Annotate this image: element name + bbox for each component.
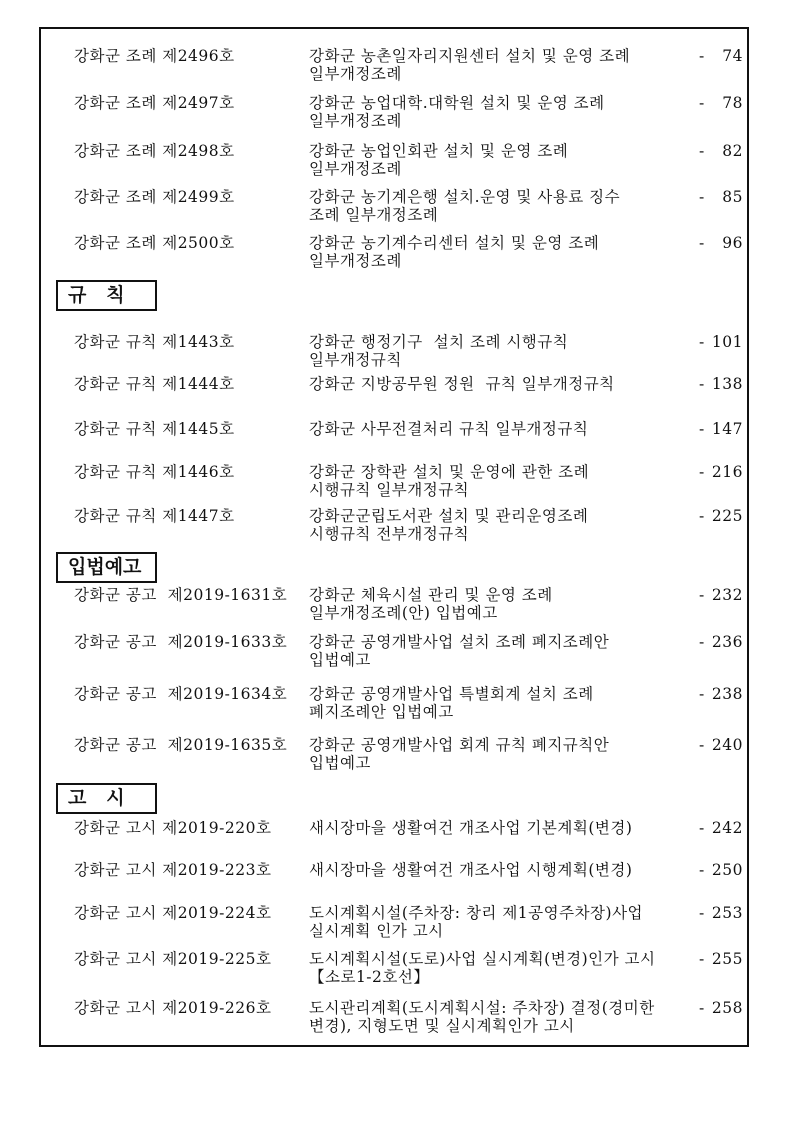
entry-title: 강화군 행정기구 설치 조례 시행규칙 일부개정규칙	[309, 333, 569, 369]
entry-page-number: 250	[711, 861, 743, 879]
entry-title: 강화군 농업대학.대학원 설치 및 운영 조례 일부개정조례	[309, 94, 605, 130]
entry-code: 강화군 고시 제2019-223호	[74, 861, 272, 879]
entry-title: 새시장마을 생활여건 개조사업 시행계획(변경)	[309, 861, 633, 879]
entry-dash: -	[699, 586, 705, 604]
entry-code: 강화군 조례 제2497호	[74, 94, 235, 112]
entry-title: 강화군 사무전결처리 규칙 일부개정규칙	[309, 420, 589, 438]
entry-code: 강화군 공고 제2019-1634호	[74, 685, 288, 703]
table-of-contents-frame	[39, 27, 749, 1047]
entry-code: 강화군 고시 제2019-226호	[74, 999, 272, 1017]
entry-page-number: 253	[711, 904, 743, 922]
entry-dash: -	[699, 142, 705, 160]
entry-dash: -	[699, 234, 705, 252]
entry-dash: -	[699, 633, 705, 651]
entry-code: 강화군 공고 제2019-1633호	[74, 633, 288, 651]
entry-title: 강화군 공영개발사업 특별회계 설치 조례 폐지조례안 입법예고	[309, 685, 594, 721]
entry-dash: -	[699, 819, 705, 837]
entry-code: 강화군 규칙 제1446호	[74, 463, 235, 481]
entry-dash: -	[699, 463, 705, 481]
entry-title: 강화군 농업인회관 설치 및 운영 조례 일부개정조례	[309, 142, 569, 178]
section-header-rules: 규 칙	[56, 280, 157, 311]
entry-code: 강화군 고시 제2019-224호	[74, 904, 272, 922]
entry-title: 강화군군립도서관 설치 및 관리운영조례 시행규칙 전부개정규칙	[309, 507, 589, 543]
entry-page-number: 236	[711, 633, 743, 651]
entry-dash: -	[699, 861, 705, 879]
entry-code: 강화군 고시 제2019-220호	[74, 819, 272, 837]
entry-page-number: 258	[711, 999, 743, 1017]
entry-title: 도시계획시설(도로)사업 실시계획(변경)인가 고시 【소로1-2호선】	[309, 950, 656, 986]
entry-code: 강화군 조례 제2500호	[74, 234, 235, 252]
entry-code: 강화군 공고 제2019-1631호	[74, 586, 288, 604]
entry-title: 강화군 공영개발사업 회계 규칙 폐지규칙안 입법예고	[309, 736, 610, 772]
entry-title: 강화군 체육시설 관리 및 운영 조례 일부개정조례(안) 입법예고	[309, 586, 553, 622]
entry-page-number: 101	[711, 333, 743, 351]
entry-dash: -	[699, 685, 705, 703]
entry-dash: -	[699, 420, 705, 438]
entry-page-number: 225	[711, 507, 743, 525]
entry-page-number: 240	[711, 736, 743, 754]
entry-page-number: 74	[722, 47, 743, 65]
entry-dash: -	[699, 94, 705, 112]
entry-dash: -	[699, 47, 705, 65]
entry-page-number: 238	[711, 685, 743, 703]
entry-dash: -	[699, 333, 705, 351]
entry-code: 강화군 규칙 제1445호	[74, 420, 235, 438]
entry-code: 강화군 규칙 제1443호	[74, 333, 235, 351]
entry-title: 도시관리계획(도시계획시설: 주차장) 결정(경미한 변경), 지형도면 및 실시계획인가 고시	[309, 999, 655, 1035]
entry-dash: -	[699, 736, 705, 754]
entry-dash: -	[699, 188, 705, 206]
entry-code: 강화군 규칙 제1444호	[74, 375, 235, 393]
entry-code: 강화군 공고 제2019-1635호	[74, 736, 288, 754]
section-header-legislative-notice: 입법예고	[56, 552, 157, 583]
entry-dash: -	[699, 375, 705, 393]
entry-title: 강화군 공영개발사업 설치 조례 폐지조례안 입법예고	[309, 633, 610, 669]
entry-dash: -	[699, 999, 705, 1017]
entry-dash: -	[699, 950, 705, 968]
entry-page-number: 138	[711, 375, 743, 393]
entry-title: 도시계획시설(주차장: 창리 제1공영주차장)사업 실시계획 인가 고시	[309, 904, 644, 940]
entry-title: 강화군 지방공무원 정원 규칙 일부개정규칙	[309, 375, 615, 393]
entry-code: 강화군 규칙 제1447호	[74, 507, 235, 525]
entry-dash: -	[699, 904, 705, 922]
entry-page-number: 78	[722, 94, 743, 112]
entry-title: 강화군 농기계수리센터 설치 및 운영 조례 일부개정조례	[309, 234, 600, 270]
entry-page-number: 216	[711, 463, 743, 481]
entry-title: 새시장마을 생활여건 개조사업 기본계획(변경)	[309, 819, 633, 837]
entry-dash: -	[699, 507, 705, 525]
entry-title: 강화군 장학관 설치 및 운영에 관한 조례 시행규칙 일부개정규칙	[309, 463, 590, 499]
entry-code: 강화군 조례 제2498호	[74, 142, 235, 160]
entry-title: 강화군 농기계은행 설치.운영 및 사용료 징수 조례 일부개정조례	[309, 188, 621, 224]
entry-page-number: 85	[722, 188, 743, 206]
entry-page-number: 147	[711, 420, 743, 438]
section-header-public-notice: 고 시	[56, 783, 157, 814]
entry-page-number: 255	[711, 950, 743, 968]
entry-code: 강화군 조례 제2499호	[74, 188, 235, 206]
entry-code: 강화군 고시 제2019-225호	[74, 950, 272, 968]
entry-page-number: 96	[722, 234, 743, 252]
entry-title: 강화군 농촌일자리지원센터 설치 및 운영 조례 일부개정조례	[309, 47, 631, 83]
entry-page-number: 232	[711, 586, 743, 604]
entry-page-number: 82	[722, 142, 743, 160]
entry-code: 강화군 조례 제2496호	[74, 47, 235, 65]
entry-page-number: 242	[711, 819, 743, 837]
